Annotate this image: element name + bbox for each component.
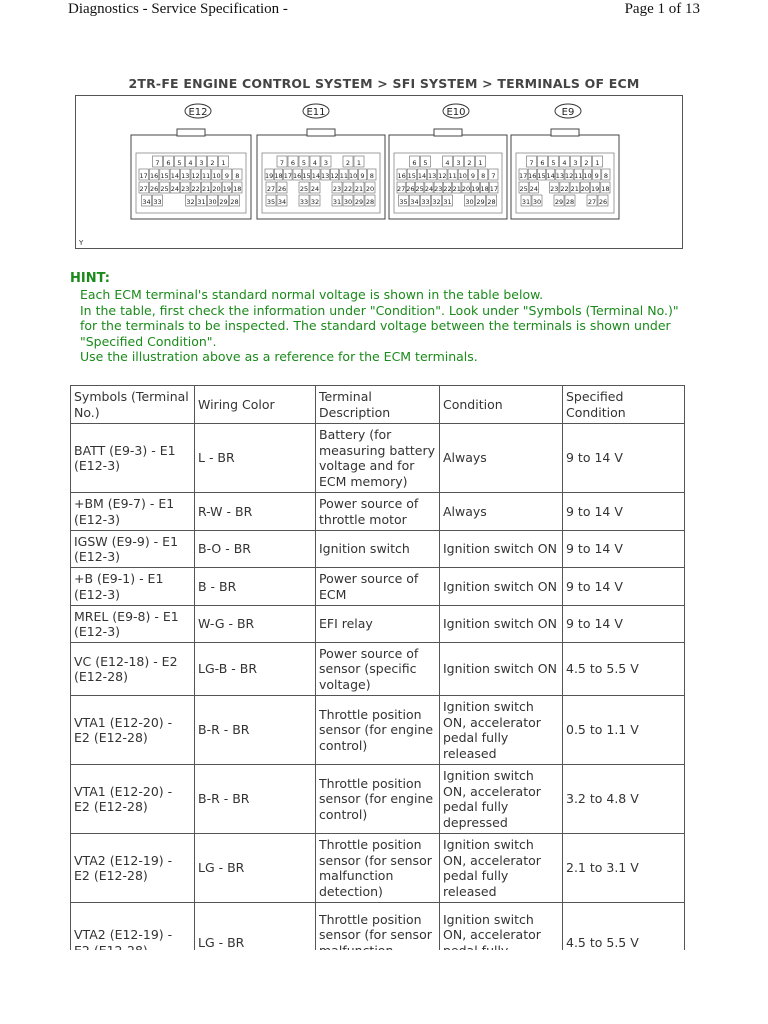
cell-wiring: B-R - BR [195,696,316,765]
header-cell: Symbols (Terminal No.) [71,386,195,424]
pin-number: 20 [461,185,471,193]
header-cell: Wiring Color [195,386,316,424]
cell-symbol: VTA1 (E12-20) - E2 (E12-28) [71,765,195,834]
table-row [71,424,685,493]
pin-number: 8 [369,172,374,180]
hint-body [80,287,700,365]
pin-number: 26 [406,185,415,193]
document-title: Diagnostics - Service Specification - [68,1,288,17]
pin-number: 9 [594,172,599,180]
connector-label: E11 [306,107,326,118]
pin-number: 29 [219,198,228,206]
pin-number: 24 [424,185,434,193]
pin-number: 14 [311,172,320,180]
page-number: Page 1 of 13 [624,1,700,17]
pin-number: 9 [360,172,365,180]
header-cell: Condition [440,386,563,424]
pin-number: 17 [283,172,292,180]
pin-number: 17 [489,185,499,193]
hint-line: Each ECM terminal's standard normal voltage is shown in the table below. [80,287,544,302]
pin-number: 18 [601,185,610,193]
cell-description: Throttle position sensor (for engine control) [316,765,440,834]
pin-number: 17 [518,172,528,180]
pin-number: 13 [555,172,565,180]
pin-number: 12 [330,172,339,180]
cell-description: EFI relay [316,606,440,643]
pin-number: 16 [397,172,406,180]
pin-number: 15 [537,172,546,180]
cell-condition: Ignition switch ON [440,643,563,696]
pin-number: 26 [598,198,608,206]
pin-number: 18 [233,185,242,193]
hint-title: HINT: [70,271,110,286]
pin-number: 27 [139,185,148,193]
pin-number: 14 [417,172,427,180]
table-header-row [71,386,685,424]
pin-number: 23 [434,185,443,193]
pin-number: 26 [277,185,287,193]
cell-condition: Always [440,424,563,493]
pin-number: 21 [354,185,364,193]
pin-number: 4 [562,159,567,167]
hint-line: Use the illustration above as a reference for the ECM terminals. [80,349,478,365]
pin-number: 10 [458,172,467,180]
pin-number: 31 [443,198,452,206]
pin-number: 10 [212,172,221,180]
pin-number: 20 [580,185,590,193]
cell-specified: 9 to 14 V [563,424,685,493]
pin-number: 8 [235,172,240,180]
pin-number: 11 [339,172,348,180]
pin-number: 28 [487,198,496,206]
pin-number: 35 [399,198,408,206]
pin-number: 5 [301,159,307,167]
pin-number: 25 [519,185,528,193]
pin-number: 6 [412,159,417,167]
cell-symbol: +BM (E9-7) - E1 (E12-3) [71,493,195,531]
pin-number: 3 [573,159,578,167]
cell-specified: 4.5 to 5.5 V [563,643,685,696]
hint-line: "Specified Condition". [80,333,217,349]
pin-number: 26 [149,185,159,193]
pin-number: 32 [432,198,441,206]
connector-latch [434,129,462,136]
pin-number: 18 [274,172,283,180]
cell-condition: Ignition switch ON [440,606,563,643]
pin-number: 30 [465,198,474,206]
pin-number: 24 [529,185,538,193]
pin-number: 13 [428,172,437,180]
pin-number: 8 [481,172,486,180]
table-row [71,643,685,696]
cell-symbol: VTA2 (E12-19) - E2 (E12-28) [71,834,195,903]
pin-number: 1 [356,159,362,167]
cell-symbol: MREL (E9-8) - E1 (E12-3) [71,606,195,643]
cell-specified: 4.5 to 5.5 V [563,903,685,983]
cell-specified: 3.2 to 4.8 V [563,765,685,834]
pin-number: 25 [415,185,424,193]
pin-number: 28 [365,198,375,206]
pin-number: 35 [266,198,276,206]
pin-number: 23 [332,185,342,193]
pin-number: 3 [199,159,204,167]
pin-number: 33 [299,198,309,206]
pin-number: 12 [564,172,574,180]
pin-number: 25 [299,185,309,193]
table-row [71,696,685,765]
cell-wiring: LG - BR [195,834,316,903]
header-cell: Terminal Description [316,386,440,424]
cell-condition: Ignition switch ON, accelerator [440,903,563,983]
pin-number: 21 [452,185,461,193]
cell-description: Throttle position sensor (for engine control) [316,696,440,765]
pin-number: 13 [321,172,330,180]
pin-number: 34 [142,198,151,206]
pin-number: 32 [186,198,195,206]
pin-number: 19 [222,185,232,193]
pin-number: 30 [532,198,542,206]
page-bottom-margin [0,950,768,1024]
pin-number: 9 [224,172,229,180]
pin-number: 7 [491,172,496,180]
pin-number: 19 [471,185,480,193]
table-row [71,765,685,834]
pin-number: 32 [310,198,320,206]
cell-condition: Always [440,493,563,531]
pin-number: 16 [293,172,302,180]
pin-number: 1 [595,159,600,167]
cell-condition: Ignition switch ON, accelerator pedal fully depressed [440,765,563,834]
pin-number: 33 [153,198,162,206]
cell-wiring: L - BR [195,424,316,493]
pin-number: 31 [521,198,531,206]
cell-wiring: B - BR [195,568,316,606]
cell-description: Power source of ECM [316,568,440,606]
cell-description: Power source of throttle motor [316,493,440,531]
hint-line: In the table, first check the information under "Condition". Look under "Symbols (Terminal No.)" [80,302,679,318]
connector-latch [177,129,205,136]
pin-number: 14 [170,172,180,180]
cell-symbol: +B (E9-1) - E1 (E12-3) [71,568,195,606]
cell-specified: 9 to 14 V [563,493,685,531]
pin-number: 5 [551,159,556,167]
cell-wiring: LG-B - BR [195,643,316,696]
pin-number: 34 [277,198,287,206]
pin-number: 23 [181,185,190,193]
pin-number: 24 [170,185,180,193]
pin-number: 24 [310,185,320,193]
pin-number: 7 [529,159,534,167]
pin-number: 3 [323,159,329,167]
corner-mark: Y [79,239,84,247]
pin-number: 10 [583,172,592,180]
cell-description: Throttle position sensor (for sensor [316,903,440,983]
pin-number: 6 [540,159,545,167]
pin-number: 31 [197,198,206,206]
pin-number: 27 [266,185,276,193]
pin-number: 21 [570,185,579,193]
cell-description: Power source of sensor (specific voltage) [316,643,440,696]
connector-illustration [76,96,682,248]
pin-number: 14 [546,172,555,180]
cell-specified: 2.1 to 3.1 V [563,834,685,903]
pin-number: 7 [279,159,285,167]
page-header [0,0,768,24]
pin-number: 2 [345,159,351,167]
cell-symbol: BATT (E9-3) - E1 (E12-3) [71,424,195,493]
pin-number: 15 [302,172,311,180]
pin-number: 6 [166,159,171,167]
pin-number: 1 [478,159,483,167]
pin-number: 29 [554,198,564,206]
pin-number: 30 [208,198,217,206]
connector-latch [307,129,335,136]
header-cell: Specified Condition [563,386,685,424]
pin-number: 22 [560,185,569,193]
pin-number: 8 [603,172,608,180]
cell-specified: 9 to 14 V [563,568,685,606]
table-row [71,568,685,606]
cell-wiring: B-O - BR [195,531,316,568]
pin-number: 27 [587,198,597,206]
pin-number: 13 [181,172,190,180]
pin-number: 15 [407,172,416,180]
pin-number: 4 [188,159,193,167]
connector-label: E12 [188,107,208,118]
pin-number: 22 [191,185,200,193]
pin-number: 34 [410,198,419,206]
table-row [71,606,685,643]
pin-number: 6 [290,159,296,167]
pin-number: 19 [265,172,274,180]
pin-number: 2 [467,159,472,167]
cell-specified: 9 to 14 V [563,606,685,643]
pin-number: 27 [396,185,406,193]
pin-number: 3 [456,159,461,167]
connector-label: E9 [561,107,575,118]
pin-number: 18 [480,185,489,193]
cell-condition: Ignition switch ON, accelerator pedal fully released [440,696,563,765]
pin-number: 28 [565,198,575,206]
pin-number: 2 [584,159,589,167]
pin-number: 10 [349,172,358,180]
pin-number: 12 [191,172,200,180]
connector-label: E10 [446,107,466,118]
cell-wiring: W-G - BR [195,606,316,643]
pin-number: 12 [438,172,447,180]
pin-number: 25 [160,185,169,193]
pin-number: 2 [210,159,215,167]
cell-wiring: R-W - BR [195,493,316,531]
cell-description: Ignition switch [316,531,440,568]
pin-number: 22 [343,185,353,193]
cell-condition: Ignition switch ON [440,568,563,606]
pin-number: 7 [155,159,160,167]
pin-number: 31 [332,198,342,206]
cell-wiring: LG - BR [195,903,316,983]
cell-description: Battery (for measuring battery voltage and for ECM memory) [316,424,440,493]
pin-number: 29 [354,198,364,206]
pin-number: 21 [201,185,211,193]
pin-number: 17 [139,172,148,180]
terminal-spec-table [70,385,685,983]
cell-wiring: B-R - BR [195,765,316,834]
pin-number: 5 [177,159,182,167]
cell-condition: Ignition switch ON, accelerator pedal fully released [440,834,563,903]
ecm-connector-diagram [75,95,683,249]
cell-symbol: IGSW (E9-9) - E1 (E12-3) [71,531,195,568]
pin-number: 20 [365,185,375,193]
hint-line: for the terminals to be inspected. The standard voltage between the terminals is shown under [80,318,671,334]
connector-latch [551,129,579,136]
cell-condition: Ignition switch ON [440,531,563,568]
cell-specified: 0.5 to 1.1 V [563,696,685,765]
pin-number: 30 [343,198,353,206]
pin-number: 1 [221,159,226,167]
pin-number: 29 [476,198,485,206]
pin-number: 4 [445,159,450,167]
pin-number: 28 [230,198,239,206]
pin-number: 15 [160,172,169,180]
pin-number: 5 [423,159,428,167]
pin-number: 23 [550,185,559,193]
cell-symbol: VTA1 (E12-20) - E2 (E12-28) [71,696,195,765]
pin-number: 16 [528,172,537,180]
pin-number: 22 [443,185,452,193]
pin-number: 20 [212,185,221,193]
table-row [71,531,685,568]
pin-number: 4 [312,159,318,167]
table-row [71,493,685,531]
table-row [71,834,685,903]
pin-number: 16 [149,172,159,180]
pin-number: 11 [574,172,583,180]
cell-description: Throttle position sensor (for sensor malfunction detection) [316,834,440,903]
cell-symbol: VTA2 (E12-19) - [71,903,195,983]
cell-symbol: VC (E12-18) - E2 (E12-28) [71,643,195,696]
pin-number: 9 [470,172,476,180]
breadcrumb: 2TR-FE ENGINE CONTROL SYSTEM > SFI SYSTEM > TERMINALS OF ECM [128,76,640,91]
pin-number: 19 [591,185,600,193]
pin-number: 11 [448,172,457,180]
cell-specified: 9 to 14 V [563,531,685,568]
pin-number: 33 [421,198,430,206]
pin-number: 11 [201,172,211,180]
